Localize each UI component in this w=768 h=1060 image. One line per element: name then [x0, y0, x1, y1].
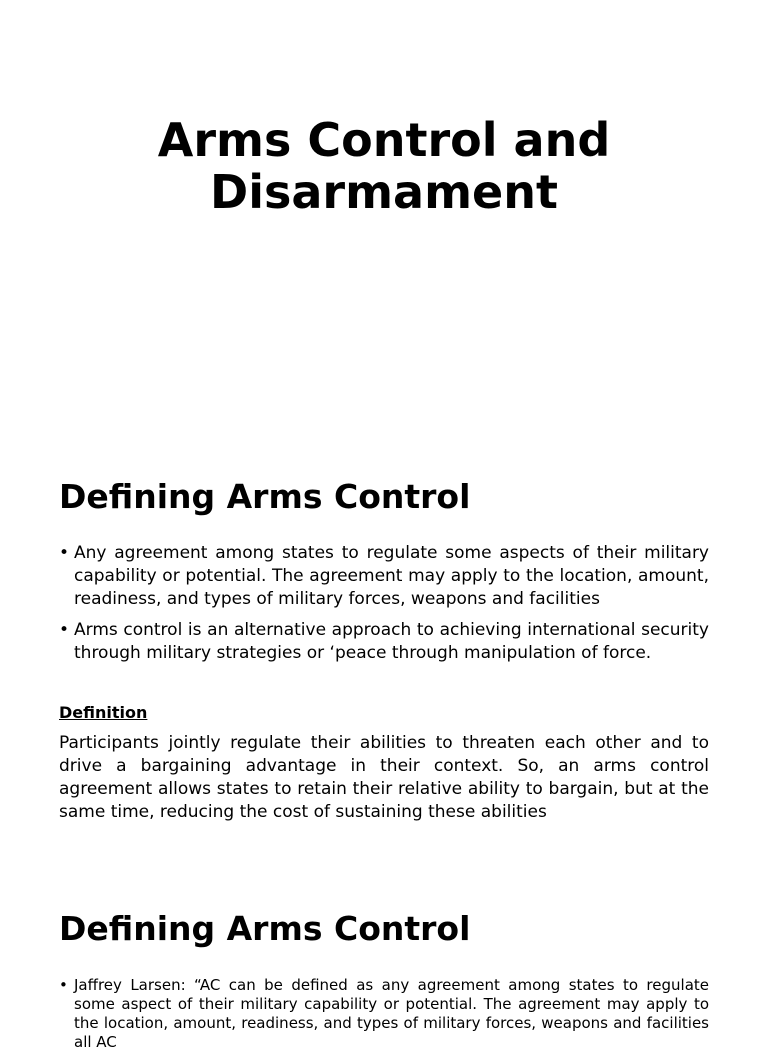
bullet-text: Any agreement among states to regulate some aspects of their military capability or potential. The agreement may apply to the location, amount, readiness, and types of military forces, weapons and facilities [74, 543, 709, 609]
bullet-icon: • [59, 976, 68, 994]
bullet-list [59, 542, 709, 673]
slide-defining-arms-control [0, 432, 768, 864]
bullet-item [59, 619, 709, 665]
slide-title [0, 0, 768, 432]
bullet-list [59, 976, 709, 1060]
definition-label: Definition [59, 703, 148, 722]
presentation-title: Arms Control and Disarmament [157, 113, 611, 219]
slide-defining-arms-control-2 [0, 864, 768, 1051]
bullet-icon: • [59, 543, 70, 563]
bullet-item [59, 542, 709, 611]
bullet-icon: • [59, 620, 70, 640]
slide-heading: Defining Arms Control [59, 909, 471, 948]
bullet-text: Arms control is an alternative approach to achieving international security through military strategies or ‘peace through manipulation of force. [74, 620, 709, 663]
bullet-item [59, 976, 709, 1052]
bullet-text: Jaffrey Larsen: “AC can be defined as any agreement among states to regulate some aspect of their military capability or potential. The agreement may apply to the location, amount, readiness, and types of military forces, weapons and facilities all AC [74, 976, 709, 1051]
slide-heading: Defining Arms Control [59, 477, 471, 516]
definition-text: Participants jointly regulate their abilities to threaten each other and to drive a bargaining advantage in their context. So, an arms control agreement allows states to retain their relative ability to bargain, but at the same time, reducing the cost of sustaining these abilities [59, 733, 709, 822]
